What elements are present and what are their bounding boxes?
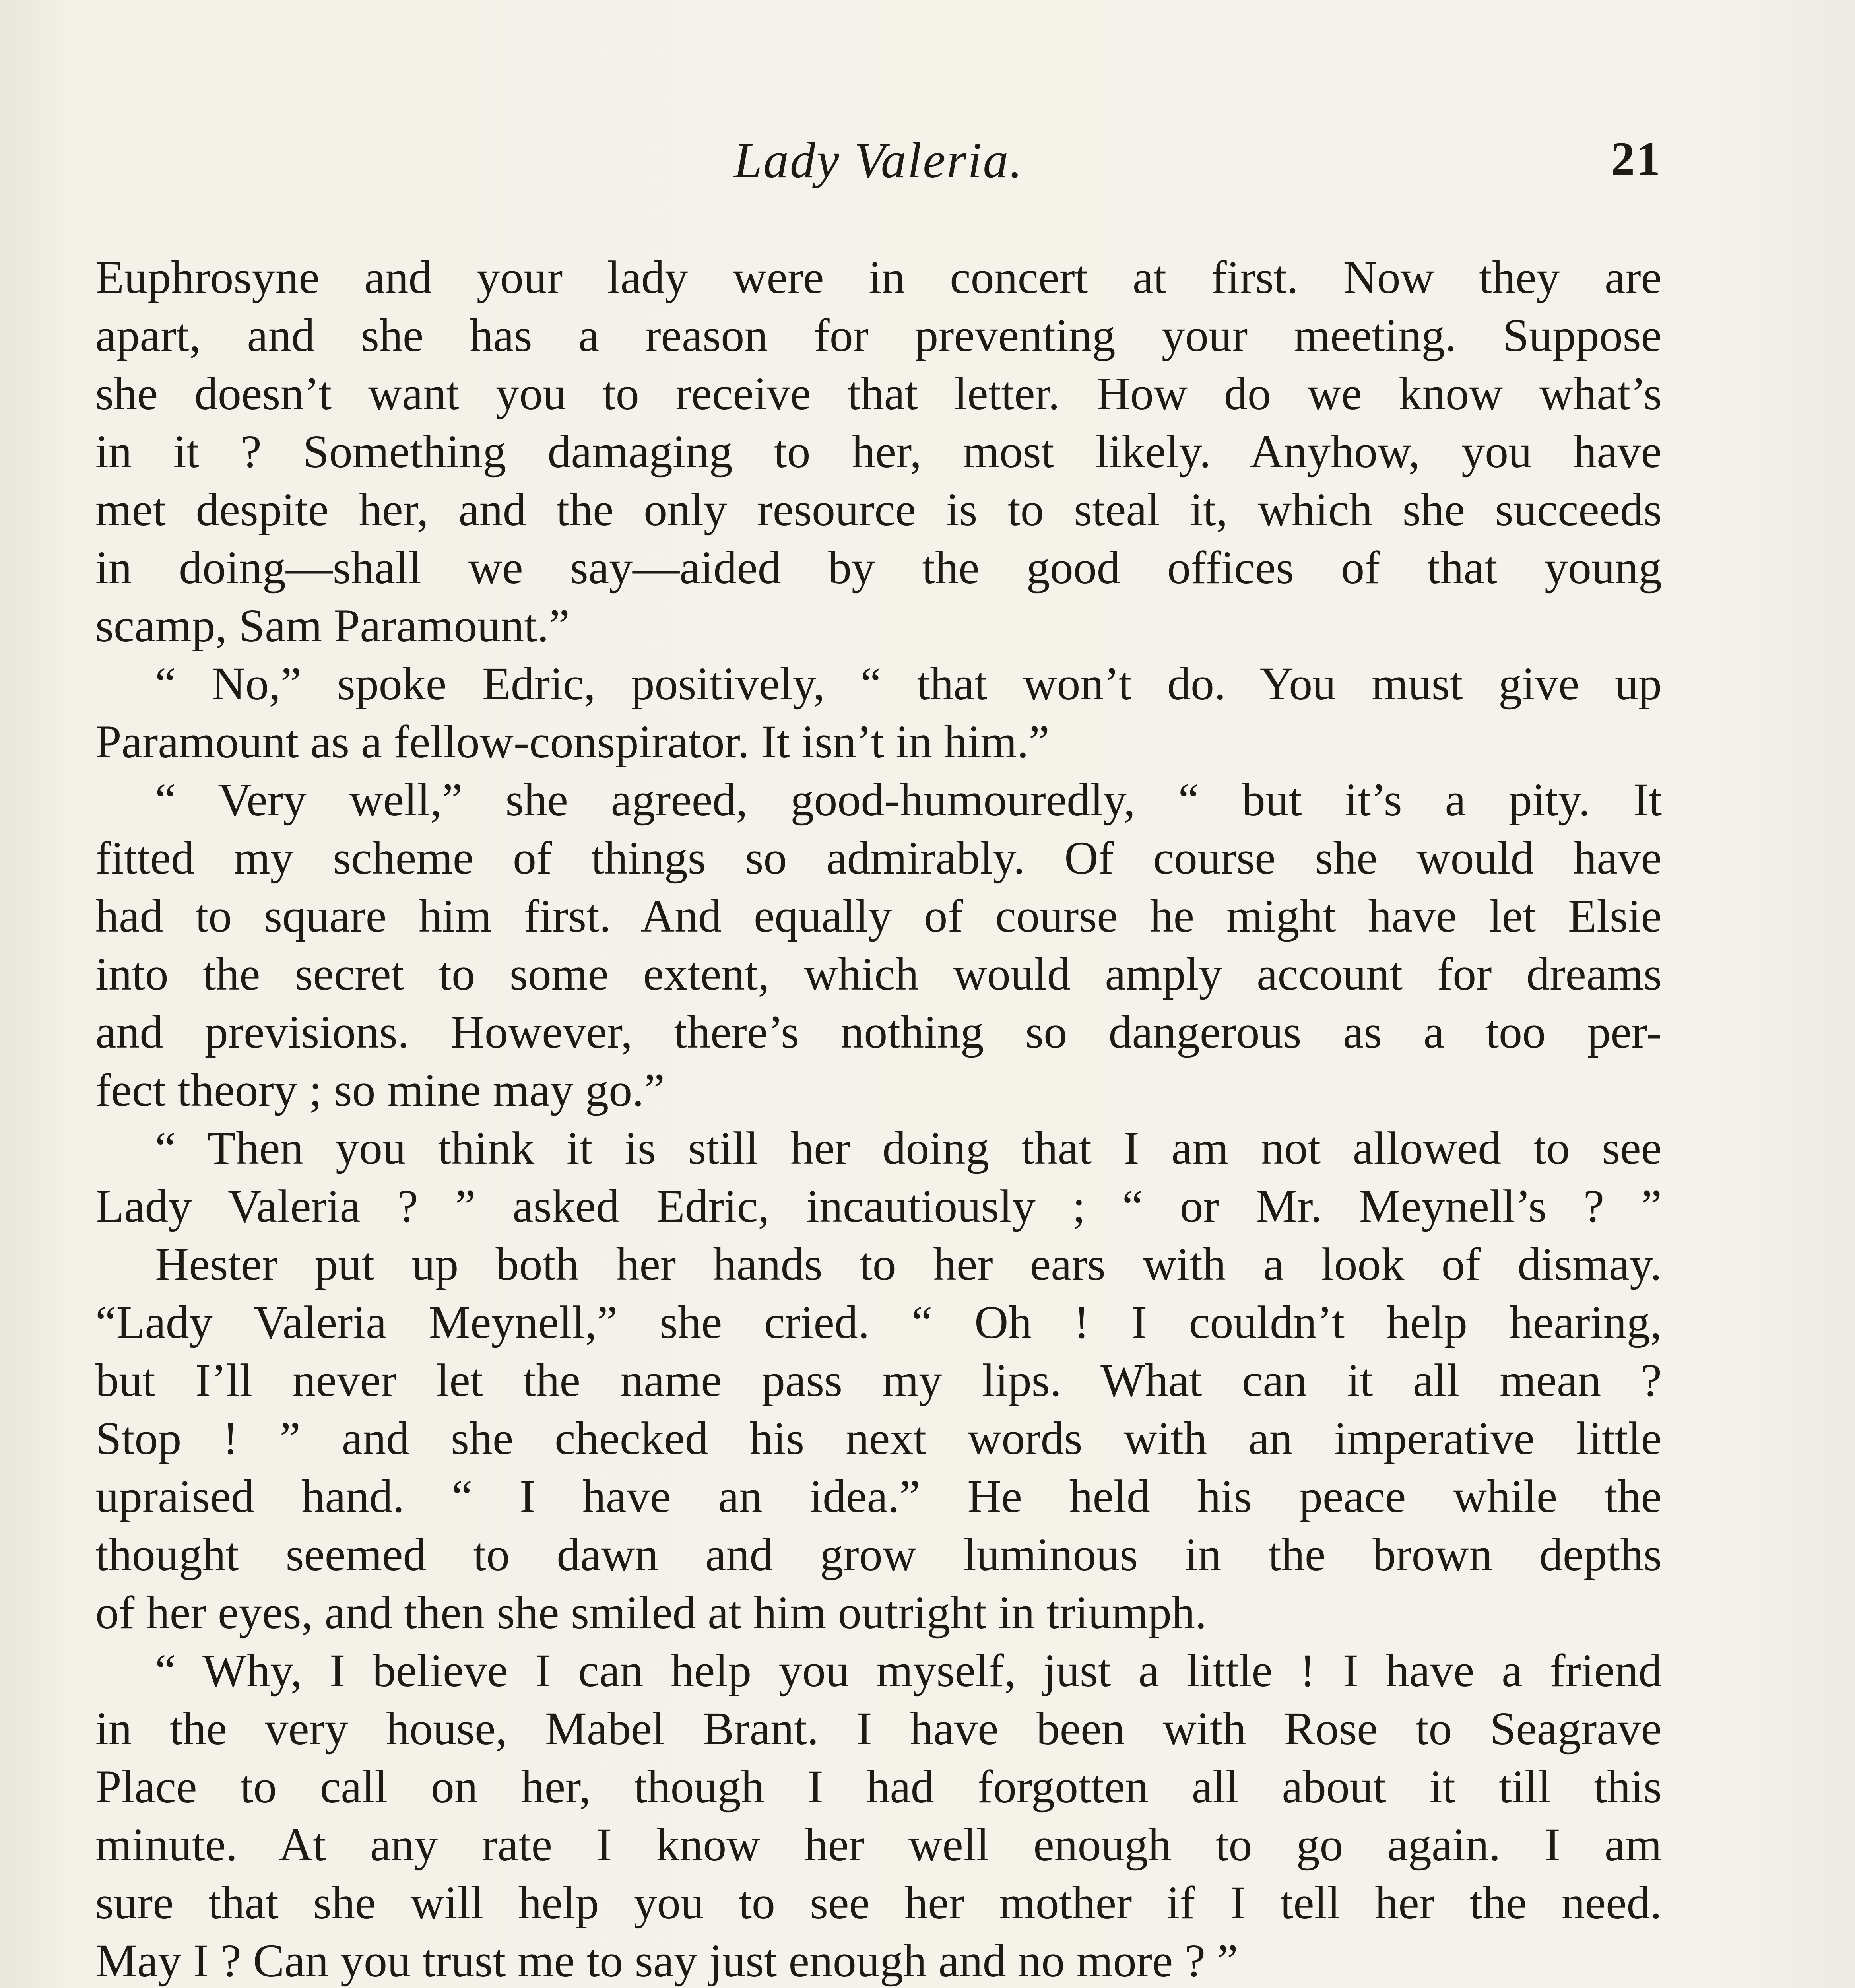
text-line: of her eyes, and then she smiled at him outright in triumph. — [95, 1586, 1207, 1639]
text-line: “ Very well,” she agreed, good-humouredly, “ but it’s a pity. It — [155, 774, 1662, 826]
text-line: had to square him first. And equally of course he might have let Elsie — [95, 890, 1662, 942]
text-line: Paramount as a fellow-conspirator. It isn’t in him.” — [95, 716, 1050, 768]
text-line: “ Why, I believe I can help you myself, just a little ! I have a friend — [155, 1644, 1662, 1697]
text-line: fitted my scheme of things so admirably. Of course she would have — [95, 832, 1662, 884]
text-line: in the very house, Mabel Brant. I have been with Rose to Seagrave — [95, 1703, 1662, 1755]
page-number: 21 — [1611, 132, 1662, 185]
text-line: minute. At any rate I know her well enough to go again. I am — [95, 1819, 1662, 1871]
text-line: sure that she will help you to see her mother if I tell her the need. — [95, 1877, 1662, 1929]
text-line: “ Then you think it is still her doing that I am not allowed to see — [155, 1122, 1662, 1174]
text-line: Euphrosyne and your lady were in concert at first. Now they are — [95, 251, 1662, 303]
text-line: in it ? Something damaging to her, most likely. Anyhow, you have — [95, 425, 1662, 478]
text-line: Place to call on her, though I had forgotten all about it till this — [95, 1761, 1662, 1813]
text-line: Hester put up both her hands to her ears with a look of dismay. — [155, 1238, 1662, 1290]
page-header — [95, 131, 1662, 211]
text-line: May I ? Can you trust me to say just enough and no more ? ” — [95, 1935, 1238, 1987]
text-line: Stop ! ” and she checked his next words with an imperative little — [95, 1412, 1662, 1464]
text-line: but I’ll never let the name pass my lips. What can it all mean ? — [95, 1354, 1662, 1406]
text-line: fect theory ; so mine may go.” — [95, 1064, 665, 1116]
text-line: thought seemed to dawn and grow luminous in the brown depths — [95, 1528, 1662, 1580]
text-line: and previsions. However, there’s nothing so dangerous as a too per- — [95, 1006, 1662, 1058]
text-line: scamp, Sam Paramount.” — [95, 600, 570, 652]
text-line: “ No,” spoke Edric, positively, “ that won’t do. You must give up — [155, 658, 1662, 710]
text-line: Lady Valeria ? ” asked Edric, incautiously ; “ or Mr. Meynell’s ? ” — [95, 1180, 1662, 1232]
text-line: she doesn’t want you to receive that letter. How do we know what’s — [95, 367, 1662, 419]
text-line: apart, and she has a reason for preventing your meeting. Suppose — [95, 309, 1662, 361]
running-title: Lady Valeria. — [733, 132, 1024, 188]
text-line: upraised hand. “ I have an idea.” He held his peace while the — [95, 1470, 1662, 1522]
body-text — [95, 248, 1662, 1988]
text-line: “Lady Valeria Meynell,” she cried. “ Oh ! I couldn’t help hearing, — [95, 1296, 1662, 1348]
text-line: in doing—shall we say—aided by the good offices of that young — [95, 542, 1662, 594]
text-line: met despite her, and the only resource is to steal it, which she succeeds — [95, 483, 1662, 536]
text-line: into the secret to some extent, which would amply account for dreams — [95, 948, 1662, 1000]
